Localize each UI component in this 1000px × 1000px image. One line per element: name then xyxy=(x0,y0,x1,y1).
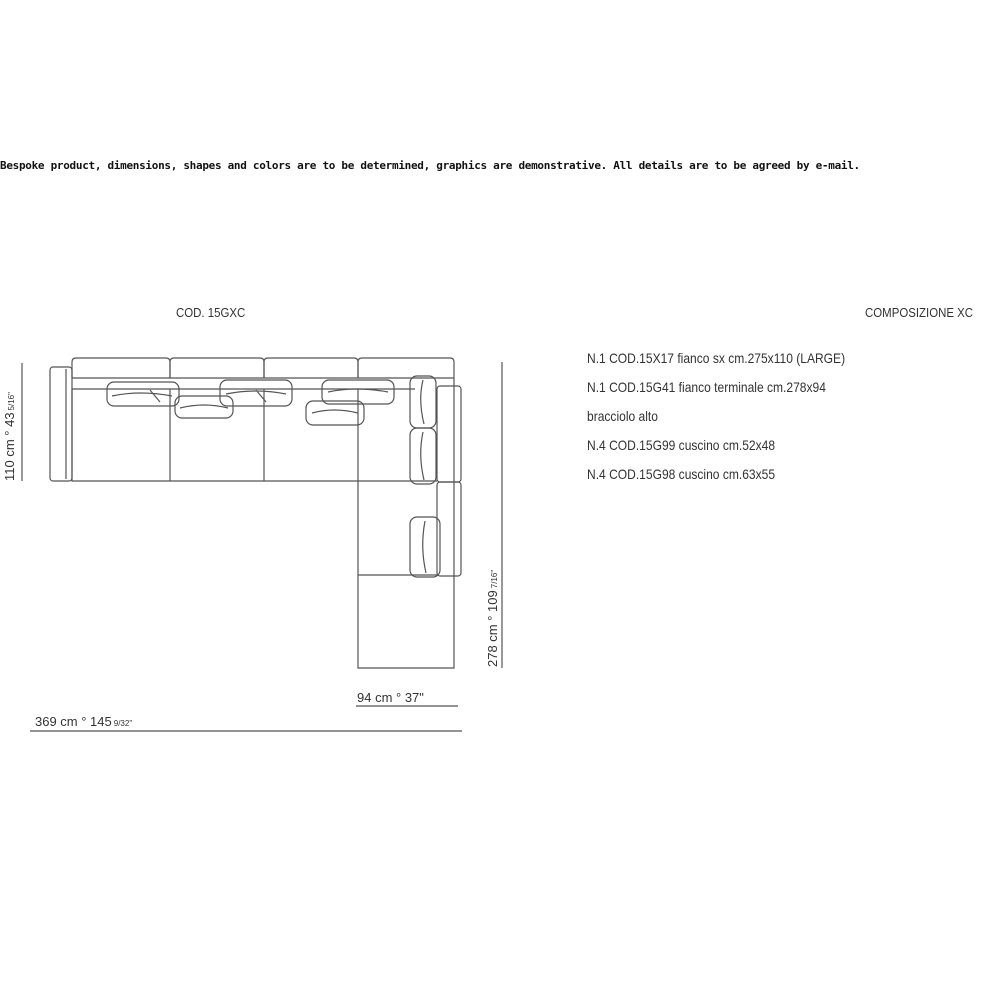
backrest-cushion xyxy=(72,358,170,378)
composition-item: N.4 COD.15G99 cuscino cm.52x48 xyxy=(587,437,776,453)
cushion-crease xyxy=(180,405,228,408)
composition-title: COMPOSIZIONE XC xyxy=(865,305,974,320)
composition-item: bracciolo alto xyxy=(587,408,658,424)
backrest-cushion xyxy=(358,358,454,378)
cushion-crease xyxy=(112,390,172,402)
backrest-cushion xyxy=(170,358,264,378)
composition-item: N.1 COD.15X17 fianco sx cm.275x110 (LARGE) xyxy=(587,350,846,366)
chaise-backrest-cushion xyxy=(437,386,461,482)
disclaimer-text: Bespoke product, dimensions, shapes and colors are to be determined, graphics are demonstrative. All details are to be agreed by e-mail. xyxy=(0,159,860,172)
cushion-crease xyxy=(421,432,424,480)
throw-cushion xyxy=(107,382,179,406)
cushion-crease xyxy=(421,380,424,424)
composition-item: N.4 COD.15G98 cuscino cm.63x55 xyxy=(587,466,776,482)
dimension-label-seat: 94 cm ° 37" xyxy=(357,690,424,705)
cushion-crease xyxy=(226,390,286,402)
sofa-outline xyxy=(50,358,461,668)
left-armrest xyxy=(50,367,72,481)
dimension-label-left: 110 cm ° 435/16" xyxy=(2,392,17,481)
cushion-crease xyxy=(423,521,426,573)
seat-outline xyxy=(72,378,454,668)
dimension-label-total: 369 cm ° 145 9/32" xyxy=(35,714,133,729)
product-code: COD. 15GXC xyxy=(176,305,246,320)
composition-item: N.1 COD.15G41 fianco terminale cm.278x94 xyxy=(587,379,826,395)
backrest-cushion xyxy=(264,358,358,378)
dimension-label-right: 278 cm ° 1097/16" xyxy=(485,569,500,667)
dimension-lines xyxy=(22,362,502,731)
cushion-crease xyxy=(312,410,358,413)
